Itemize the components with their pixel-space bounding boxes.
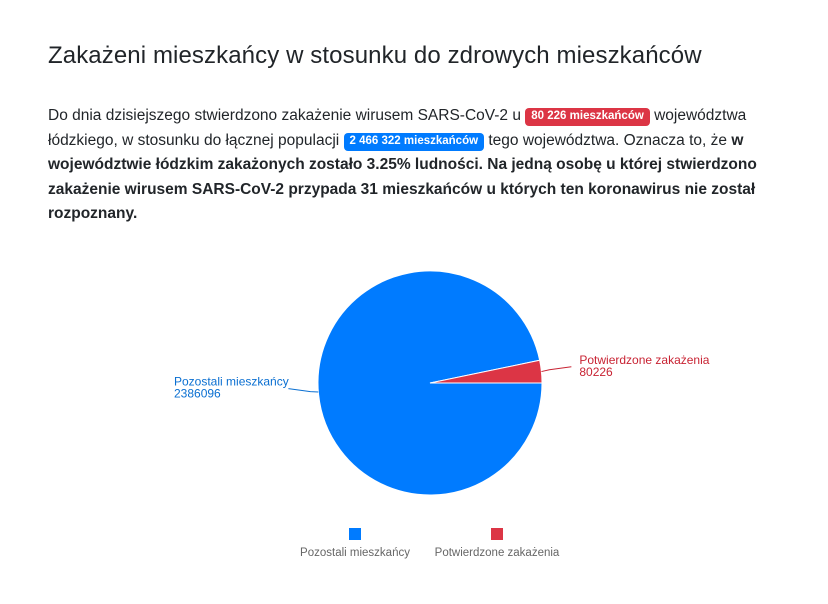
legend-label-pozostali-mieszkancy[interactable]: Pozostali mieszkańcy (300, 547, 410, 559)
page-title: Zakażeni mieszkańcy w stosunku do zdrowych mieszkańców (48, 42, 702, 69)
leader-line-potwierdzone-zakazenia (541, 367, 571, 372)
slice-label-pozostali-mieszkancy: Pozostali mieszkańcy (174, 374, 289, 389)
slice-value-potwierdzone-zakazenia: 80226 (579, 364, 613, 379)
legend-swatch-pozostali-mieszkancy[interactable] (349, 528, 361, 540)
leader-line-pozostali-mieszkancy (288, 389, 318, 392)
summary-text-part2: województwa łódzkiego, w stosunku do łącznej populacji (48, 107, 747, 149)
summary-bold-text: w województwie łódzkim zakażonych zostało 3.25% ludności. Na jedną osobę u której stwierdzono zakażenie wirusem SARS-CoV-2 przypada 31 mieszkańców u których ten koronawirus nie został rozpoznany. (48, 131, 757, 222)
summary-text-part3: tego województwa. Oznacza to, że (484, 131, 732, 149)
infected-count-badge: 80 226 mieszkańców (525, 108, 650, 126)
legend-label-potwierdzone-zakazenia[interactable]: Potwierdzone zakażenia (434, 547, 560, 559)
summary-text-part1: Do dnia dzisiejszego stwierdzono zakażenie wirusem SARS-CoV-2 u (48, 107, 526, 124)
legend-swatch-potwierdzone-zakazenia[interactable] (491, 528, 503, 540)
population-count-badge: 2 466 322 mieszkańców (344, 133, 485, 151)
slice-value-pozostali-mieszkancy: 2386096 (174, 386, 221, 401)
slice-label-potwierdzone-zakazenia: Potwierdzone zakażenia (579, 352, 710, 367)
